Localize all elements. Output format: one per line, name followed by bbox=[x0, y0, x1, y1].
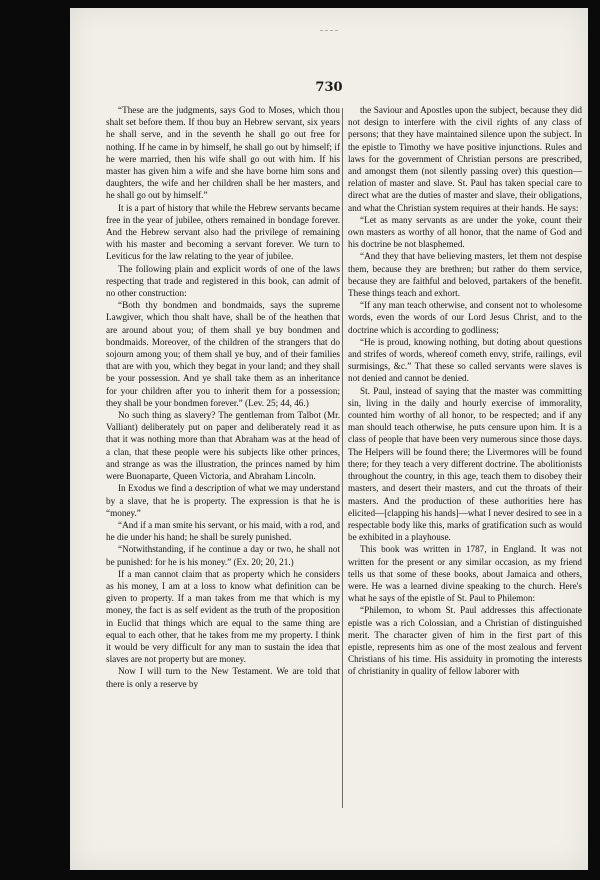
paragraph: the Saviour and Apostles upon the subject, because they did not design to interfere with the civil rights of any class of persons; that they have maintained silence upon the subject. In the epistle to Timothy we have positive injunctions. Rules and laws for the government of Christian persons are prescribed, and amongst them (not silently passing over) this question—relation of master and slave. St. Paul has taken special care to direct what are the duties of master and slave, their obligations, and what the Christian system requires at their hands. He says: bbox=[348, 105, 582, 213]
paragraph: If a man cannot claim that as property which he considers as his money, I am at a loss to know what definition can be given to property. If a man takes from me that which is my money, the fact is as self evident as the truth of the proposition in Euclid that things which are equal to the same thing are equal to each other, that he takes from me my property. I think it would be very difficult for any man to sustain the idea that slaves are not property but are money. bbox=[106, 568, 340, 665]
paragraph: Now I will turn to the New Testament. We are told that there is only a reserve by bbox=[106, 666, 340, 689]
paragraph: In Exodus we find a description of what we may understand by a slave, that he is property. The expression is that he is “money.” bbox=[106, 483, 340, 518]
paragraph: No such thing as slavery? The gentleman from Talbot (Mr. Valliant) deliberately put on paper and deliberately read it as that it was nothing more than that Abraham was at the head of a clan, that these people were his subjects like other princes, and strange as was the illustration, the princes named by him were Buonaparte, Queen Victoria, and Abraham Lincoln. bbox=[106, 410, 340, 482]
paragraph: “Both thy bondmen and bondmaids, says the supreme Lawgiver, which thou shalt have, shall be of the heathen that are around about you; of them shall ye buy bondmen and bondmaids. Moreover, of the children of the strangers that do sojourn among you; of them shall ye buy, and of their families that are with you, which they begat in your land; and they shall be your possession. And ye shall take them as an inheritance for your children after you to inherit them for a possession; they shall be your bondmen forever.” (Lev. 25; 44, 46.) bbox=[106, 300, 340, 408]
document-page bbox=[70, 8, 588, 870]
paragraph: “Philemon, to whom St. Paul addresses this affectionate epistle was a rich Colossian, and a Christian of distinguished merit. The character given of him in the first part of this epistle, represents him as one of the most zealous and fervent Christians of his time. His assiduity in promoting the interests of christianity in quality of fellow laborer with bbox=[348, 605, 582, 677]
paragraph: “If any man teach otherwise, and consent not to wholesome words, even the words of our Lord Jesus Christ, and to the doctrine which is according to godliness; bbox=[348, 300, 582, 335]
page-ornament bbox=[320, 30, 338, 41]
paragraph: “And if a man smite his servant, or his maid, with a rod, and he die under his hand; he shall be surely punished. bbox=[106, 519, 340, 543]
paragraph: “Let as many servants as are under the yoke, count their own masters as worthy of all honor, that the name of God and his doctrine be not blasphemed. bbox=[348, 214, 582, 250]
left-column bbox=[106, 104, 340, 690]
paragraph: It is a part of history that while the Hebrew servants became free in the year of jubilee, others remained in bondage forever. And the Hebrew servant also had the privilege of remaining with his master and becoming a servant forever. We turn to Leviticus for the law relating to the year of jubilee. bbox=[106, 202, 340, 262]
paragraph: This book was written in 1787, in England. It was not written for the present or any similar occasion, as my friend tells us that some of these books, about Jamaica and others, were. He was a learned divine speaking to the church. Here's what he says of the epistle of St. Paul to Philemon: bbox=[348, 544, 582, 604]
paragraph: “He is proud, knowing nothing, but doting about questions and strifes of words, whereof cometh envy, strife, railings, evil surmisings, &c.” That these so called servants were slaves is not denied and cannot be denied. bbox=[348, 336, 582, 384]
right-column bbox=[348, 104, 582, 678]
paragraph: “Notwithstanding, if he continue a day or two, he shall not be punished: for he is his money.” (Ex. 20; 20, 21.) bbox=[106, 544, 340, 567]
page-number: 730 bbox=[315, 80, 343, 95]
paragraph: “These are the judgments, says God to Moses, which thou shalt set before them. If thou buy an Hebrew servant, six years he shall serve, and in the seventh he shall go out free for nothing. If he came in by himself, he shall go out by himself; if he were married, then his wife shall go out with him. If his master has given him a wife and she have borne him sons and daughters, the wife and her children shall be her masters, and he shall go out by himself.” bbox=[106, 105, 340, 201]
column-divider bbox=[342, 108, 343, 808]
paragraph: The following plain and explicit words of one of the laws respecting that trade and registered in this book, can admit of no other construction: bbox=[106, 263, 340, 299]
paragraph: “And they that have believing masters, let them not despise them, because they are brethren; but rather do them service, because they are faithful and beloved, partakers of the benefit. These things teach and exhort. bbox=[348, 251, 582, 299]
paragraph: St. Paul, instead of saying that the master was committing sin, living in the daily and hourly exercise of immorality, counted him worthy of all honor, to be respected; and if any man should teach otherwise, he puts censure upon him. It is a class of people that have been very numerous since those days. The Helpers will be found there; the Livermores will be found there; for they teach a very different doctrine. The abolitionists throughout the country, in this age, teach them to disobey their masters, and desert their masters, and cut the throats of their masters. And the production of these authorities here has elicited—[clapping his hands]—what I never desired to see in a respectable body like this, marks of gratification such as would be exhibited in a playhouse. bbox=[348, 385, 582, 543]
